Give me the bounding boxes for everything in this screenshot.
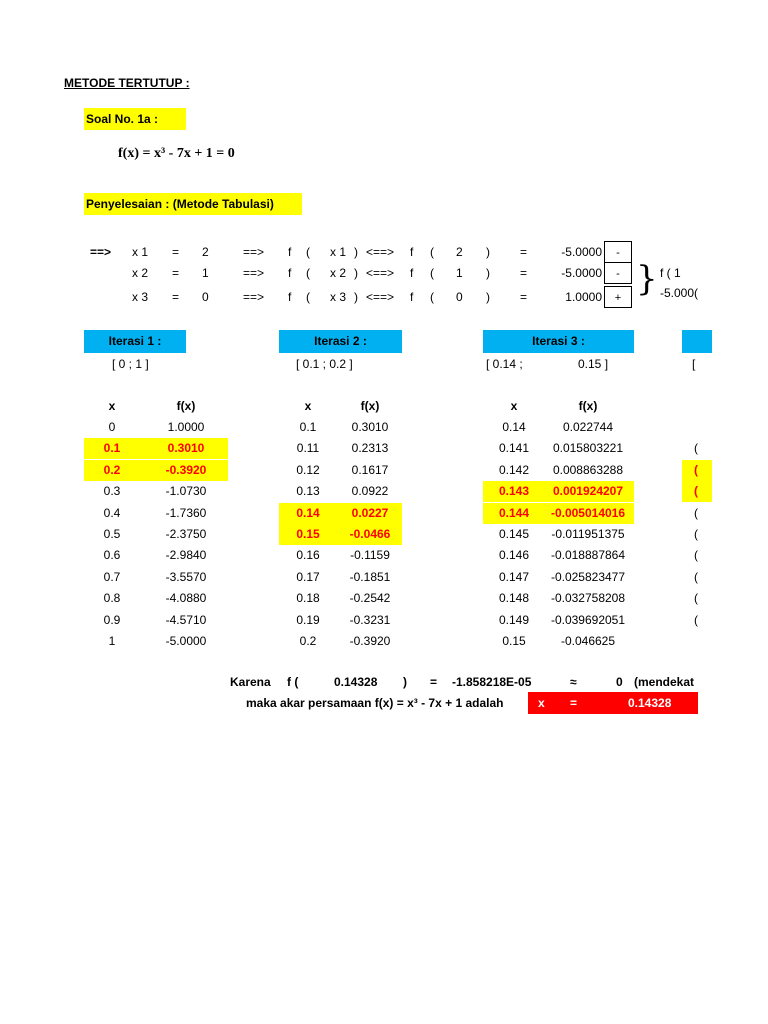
table-cell-clipped: ( xyxy=(694,441,698,456)
conclusion-x: 0.14328 xyxy=(334,675,378,689)
init-value: 2 xyxy=(202,245,209,259)
table-cell-fx: -2.9840 xyxy=(165,548,207,563)
init-equals: = xyxy=(520,290,528,304)
table-cell-fx: 0.2313 xyxy=(351,441,389,456)
iteration-3-interval-left: [ 0.14 ; xyxy=(486,357,523,371)
iteration-4-header xyxy=(682,330,712,353)
init-equals: = xyxy=(520,245,528,259)
sign-box: - xyxy=(604,262,632,284)
table-cell-x: 0.149 xyxy=(498,612,530,627)
init-equals: = xyxy=(520,266,528,280)
init-value: 1 xyxy=(456,266,463,280)
init-close-paren: ) xyxy=(486,245,490,259)
init-f-label: f xyxy=(288,290,292,304)
table-cell-fx: -0.032758208 xyxy=(550,591,626,606)
init-f-label: f xyxy=(410,290,414,304)
table-cell-x: 0.16 xyxy=(296,548,320,563)
init-var-label: x 3 xyxy=(132,290,149,304)
conclusion-fval: -1.858218E-05 xyxy=(452,675,532,689)
table-cell-fx: -0.3920 xyxy=(349,634,391,648)
page-title: METODE TERTUTUP : xyxy=(64,76,190,90)
table-cell-fx: -0.3231 xyxy=(349,612,391,627)
init-open-paren: ( xyxy=(430,290,434,304)
table-cell-fx: -0.025823477 xyxy=(550,569,626,584)
table-cell-x: 0.17 xyxy=(296,569,320,584)
sign-box: - xyxy=(604,241,632,263)
table-cell-fx: 1.0000 xyxy=(167,420,205,434)
approx-symbol: ≈ xyxy=(570,675,577,689)
table-cell-clipped: ( xyxy=(694,548,698,563)
init-open-paren: ( xyxy=(306,266,310,280)
col-header-x: x xyxy=(304,399,312,413)
table-cell-x: 0.7 xyxy=(103,569,121,584)
col-header-x: x xyxy=(510,399,518,413)
init-var-label: x 1 xyxy=(132,245,149,259)
init-close-paren: ) xyxy=(354,290,358,304)
table-cell-x: 0.8 xyxy=(103,591,121,606)
table-cell-x: 0.1 xyxy=(103,441,121,456)
init-f-arg: x 3 xyxy=(330,290,347,304)
table-cell-x: 0.2 xyxy=(103,462,121,477)
soal-label: Soal No. 1a : xyxy=(84,108,186,130)
result-x: x xyxy=(538,696,545,710)
init-f-label: f xyxy=(410,266,414,280)
iteration-4-interval: [ xyxy=(692,357,696,371)
table-cell-fx: 0.1617 xyxy=(351,462,389,477)
init-equals: = xyxy=(172,245,180,259)
conclusion-note: (mendekat xyxy=(634,675,695,689)
table-cell-clipped: ( xyxy=(694,612,698,627)
table-cell-clipped: ( xyxy=(694,569,698,584)
table-cell-fx: -3.5570 xyxy=(165,569,207,584)
conclusion-f: f ( xyxy=(287,675,299,689)
table-cell-x: 0.11 xyxy=(296,441,320,456)
init-arrow: ==> xyxy=(243,290,265,304)
table-cell-x: 0.148 xyxy=(498,591,530,606)
table-cell-fx: 0.3010 xyxy=(351,420,389,434)
init-arrow: ==> xyxy=(243,245,265,259)
table-cell-fx: -0.1159 xyxy=(350,548,390,563)
table-cell-fx: -5.0000 xyxy=(165,634,207,648)
init-result: -5.0000 xyxy=(561,266,602,280)
init-implies: <==> xyxy=(366,266,395,280)
init-result: -5.0000 xyxy=(561,245,602,259)
table-cell-x: 0.12 xyxy=(296,462,320,477)
init-f-label: f xyxy=(410,245,414,259)
table-cell-x: 0.143 xyxy=(498,484,530,499)
init-close-paren: ) xyxy=(354,245,358,259)
equation: f(x) = x³ - 7x + 1 = 0 xyxy=(118,146,235,161)
table-cell-x: 1 xyxy=(108,634,116,648)
table-cell-x: 0.3 xyxy=(103,484,121,499)
init-value: 2 xyxy=(456,245,463,259)
init-result: 1.0000 xyxy=(565,290,602,304)
iteration-3-interval-right: 0.15 ] xyxy=(578,357,609,371)
table-cell-x: 0.147 xyxy=(498,569,530,584)
karena-label: Karena xyxy=(230,675,271,689)
result-value: 0.14328 xyxy=(628,696,672,710)
table-cell-clipped: ( xyxy=(694,527,698,541)
table-cell-fx: 0.015803221 xyxy=(552,441,624,456)
init-implies: <==> xyxy=(366,290,395,304)
table-cell-clipped: ( xyxy=(694,591,698,606)
col-header-fx: f(x) xyxy=(360,399,380,413)
result-box xyxy=(528,692,698,714)
init-value: 0 xyxy=(202,290,209,304)
side-bottom: -5.000( xyxy=(660,286,699,300)
table-cell-fx: -1.7360 xyxy=(165,505,207,520)
init-f-arg: x 1 xyxy=(330,245,347,259)
side-top: f ( 1 xyxy=(660,266,681,280)
table-cell-fx: -0.0466 xyxy=(349,527,391,541)
arrow: ==> xyxy=(90,245,112,259)
init-f-label: f xyxy=(288,266,292,280)
table-cell-fx: 0.008863288 xyxy=(552,462,624,477)
init-value: 1 xyxy=(202,266,209,280)
maka-text: maka akar persamaan f(x) = x³ - 7x + 1 adalah xyxy=(246,696,504,710)
init-f-label: f xyxy=(288,245,292,259)
table-cell-fx: -0.011951375 xyxy=(551,527,625,541)
table-cell-x: 0.144 xyxy=(498,505,530,520)
table-cell-x: 0.14 xyxy=(502,420,526,434)
table-cell-fx: -0.2542 xyxy=(349,591,391,606)
table-cell-fx: 0.0922 xyxy=(351,484,389,499)
iteration-1-interval: [ 0 ; 1 ] xyxy=(112,357,149,371)
table-cell-fx: -0.3920 xyxy=(165,462,207,477)
init-open-paren: ( xyxy=(430,266,434,280)
iteration-1-header: Iterasi 1 : xyxy=(84,330,186,353)
init-equals: = xyxy=(172,266,180,280)
init-value: 0 xyxy=(456,290,463,304)
table-cell-x: 0.141 xyxy=(498,441,530,456)
table-cell-x: 0.13 xyxy=(296,484,320,499)
col-header-x: x xyxy=(108,399,116,413)
table-cell-x: 0.142 xyxy=(498,462,530,477)
conclusion-eq: = xyxy=(430,675,438,689)
table-cell-x: 0.146 xyxy=(498,548,530,563)
init-arrow: ==> xyxy=(243,266,265,280)
table-cell-fx: 0.022744 xyxy=(562,420,614,434)
init-open-paren: ( xyxy=(430,245,434,259)
penyelesaian-label: Penyelesaian : (Metode Tabulasi) xyxy=(84,193,302,215)
table-cell-x: 0.6 xyxy=(103,548,121,563)
init-close-paren: ) xyxy=(486,290,490,304)
init-close-paren: ) xyxy=(486,266,490,280)
table-cell-x: 0.19 xyxy=(296,612,320,627)
iteration-3-header: Iterasi 3 : xyxy=(483,330,634,353)
init-open-paren: ( xyxy=(306,290,310,304)
table-cell-fx: -0.1851 xyxy=(349,569,391,584)
table-cell-x: 0.145 xyxy=(498,527,530,541)
table-cell-x: 0.4 xyxy=(103,505,121,520)
table-cell-x: 0.1 xyxy=(299,420,317,434)
table-cell-fx: -4.5710 xyxy=(165,612,207,627)
table-cell-x: 0.18 xyxy=(296,591,320,606)
init-equals: = xyxy=(172,290,180,304)
col-header-fx: f(x) xyxy=(578,399,598,413)
table-cell-x: 0.5 xyxy=(103,527,121,541)
iteration-2-interval: [ 0.1 ; 0.2 ] xyxy=(296,357,353,371)
table-cell-fx: -0.039692051 xyxy=(550,612,626,627)
table-cell-fx: -0.018887864 xyxy=(550,548,626,563)
iteration-2-header: Iterasi 2 : xyxy=(279,330,402,353)
table-cell-fx: 0.3010 xyxy=(167,441,205,456)
conclusion-close: ) xyxy=(403,675,407,689)
table-cell-x: 0.9 xyxy=(103,612,121,627)
sign-box: + xyxy=(604,286,632,308)
table-cell-fx: -0.046625 xyxy=(560,634,616,648)
table-cell-x: 0 xyxy=(108,420,116,434)
table-cell-x: 0.15 xyxy=(296,527,320,541)
table-cell-clipped: ( xyxy=(694,462,698,477)
init-f-arg: x 2 xyxy=(330,266,347,280)
table-cell-clipped: ( xyxy=(694,505,698,520)
col-header-fx: f(x) xyxy=(176,399,196,413)
table-cell-clipped: ( xyxy=(694,484,698,499)
brace-icon: } xyxy=(636,259,658,299)
conclusion-zero: 0 xyxy=(616,675,623,689)
table-cell-x: 0.14 xyxy=(296,505,320,520)
table-cell-fx: -0.005014016 xyxy=(550,505,626,520)
init-open-paren: ( xyxy=(306,245,310,259)
init-close-paren: ) xyxy=(354,266,358,280)
init-var-label: x 2 xyxy=(132,266,149,280)
table-cell-x: 0.2 xyxy=(299,634,317,648)
table-cell-fx: -2.3750 xyxy=(165,527,207,541)
table-cell-fx: 0.001924207 xyxy=(552,484,624,499)
table-cell-fx: 0.0227 xyxy=(351,505,389,520)
table-cell-fx: -4.0880 xyxy=(165,591,207,606)
table-cell-fx: -1.0730 xyxy=(165,484,207,499)
table-cell-x: 0.15 xyxy=(502,634,526,648)
result-eq: = xyxy=(570,696,578,710)
init-implies: <==> xyxy=(366,245,395,259)
